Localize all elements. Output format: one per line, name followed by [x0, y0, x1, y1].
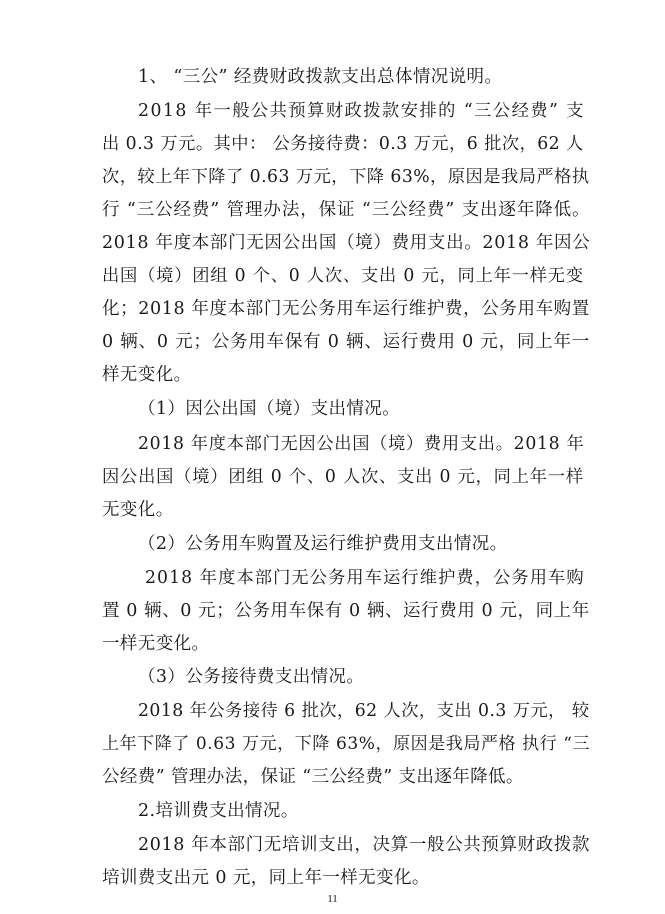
paragraph-line: 2018 年度本部门无因公出国（境）费用支出。2018 年 — [138, 434, 585, 454]
paragraph-line: 2018 年度本部门无因公出国（境）费用支出。2018 年因公 — [102, 233, 591, 253]
paragraph-line: 因公出国（境）团组 0 个、0 人次、支出 0 元，同上年一样 — [102, 467, 584, 487]
paragraph-line: 0 辆、0 元；公务用车保有 0 辆、运行费用 0 元，同上年一 — [102, 332, 591, 352]
paragraph-line: 次，较上年下降了 0.63 万元，下降 63%，原因是我局严格执 — [102, 167, 590, 187]
paragraph-line: 2018 年度本部门无公务用车运行维护费，公务用车购 — [145, 568, 585, 588]
paragraph-line: 无变化。 — [102, 500, 174, 520]
page-number: 11 — [327, 893, 338, 905]
paragraph-line: 化；2018 年度本部门无公务用车运行维护费，公务用车购置 — [102, 299, 590, 319]
paragraph-line: 上年下降了 0.63 万元，下降 63%，原因是我局严格 执行 “三 — [102, 734, 591, 754]
subsection-heading-3: （3）公务接待费支出情况。 — [138, 667, 365, 687]
section-heading-1: 1、 “三公” 经费财政拨款支出总体情况说明。 — [138, 67, 503, 87]
paragraph-line: 2018 年一般公共预算财政拨款安排的 “三公经费” 支 — [138, 101, 586, 121]
paragraph-line: 培训费支出元 0 元，同上年一样无变化。 — [102, 868, 430, 888]
paragraph-line: 出 0.3 万元。其中： 公务接待费：0.3 万元，6 批次，62 人 — [102, 134, 584, 154]
paragraph-line: 一样无变化。 — [102, 634, 210, 654]
paragraph-line: 公经费” 管理办法，保证 “三公经费” 支出逐年降低。 — [102, 767, 524, 787]
paragraph-line: 2018 年本部门无培训支出，决算一般公共预算财政拨款 — [138, 835, 591, 855]
section-heading-2: 2.培训费支出情况。 — [138, 801, 299, 821]
paragraph-line: 出国（境）团组 0 个、0 人次、支出 0 元，同上年一样无变 — [102, 266, 584, 286]
paragraph-line: 置 0 辆、0 元；公务用车保有 0 辆、运行费用 0 元，同上年 — [102, 601, 590, 621]
subsection-heading-1: （1）因公出国（境）支出情况。 — [138, 399, 401, 419]
subsection-heading-2: （2）公务用车购置及运行维护费用支出情况。 — [138, 534, 508, 554]
paragraph-line: 样无变化。 — [102, 365, 192, 385]
paragraph-line: 行 “三公经费” 管理办法，保证 “三公经费” 支出逐年降低。 — [102, 200, 591, 220]
paragraph-line: 2018 年公务接待 6 批次，62 人次，支出 0.3 万元， 较 — [138, 701, 590, 721]
